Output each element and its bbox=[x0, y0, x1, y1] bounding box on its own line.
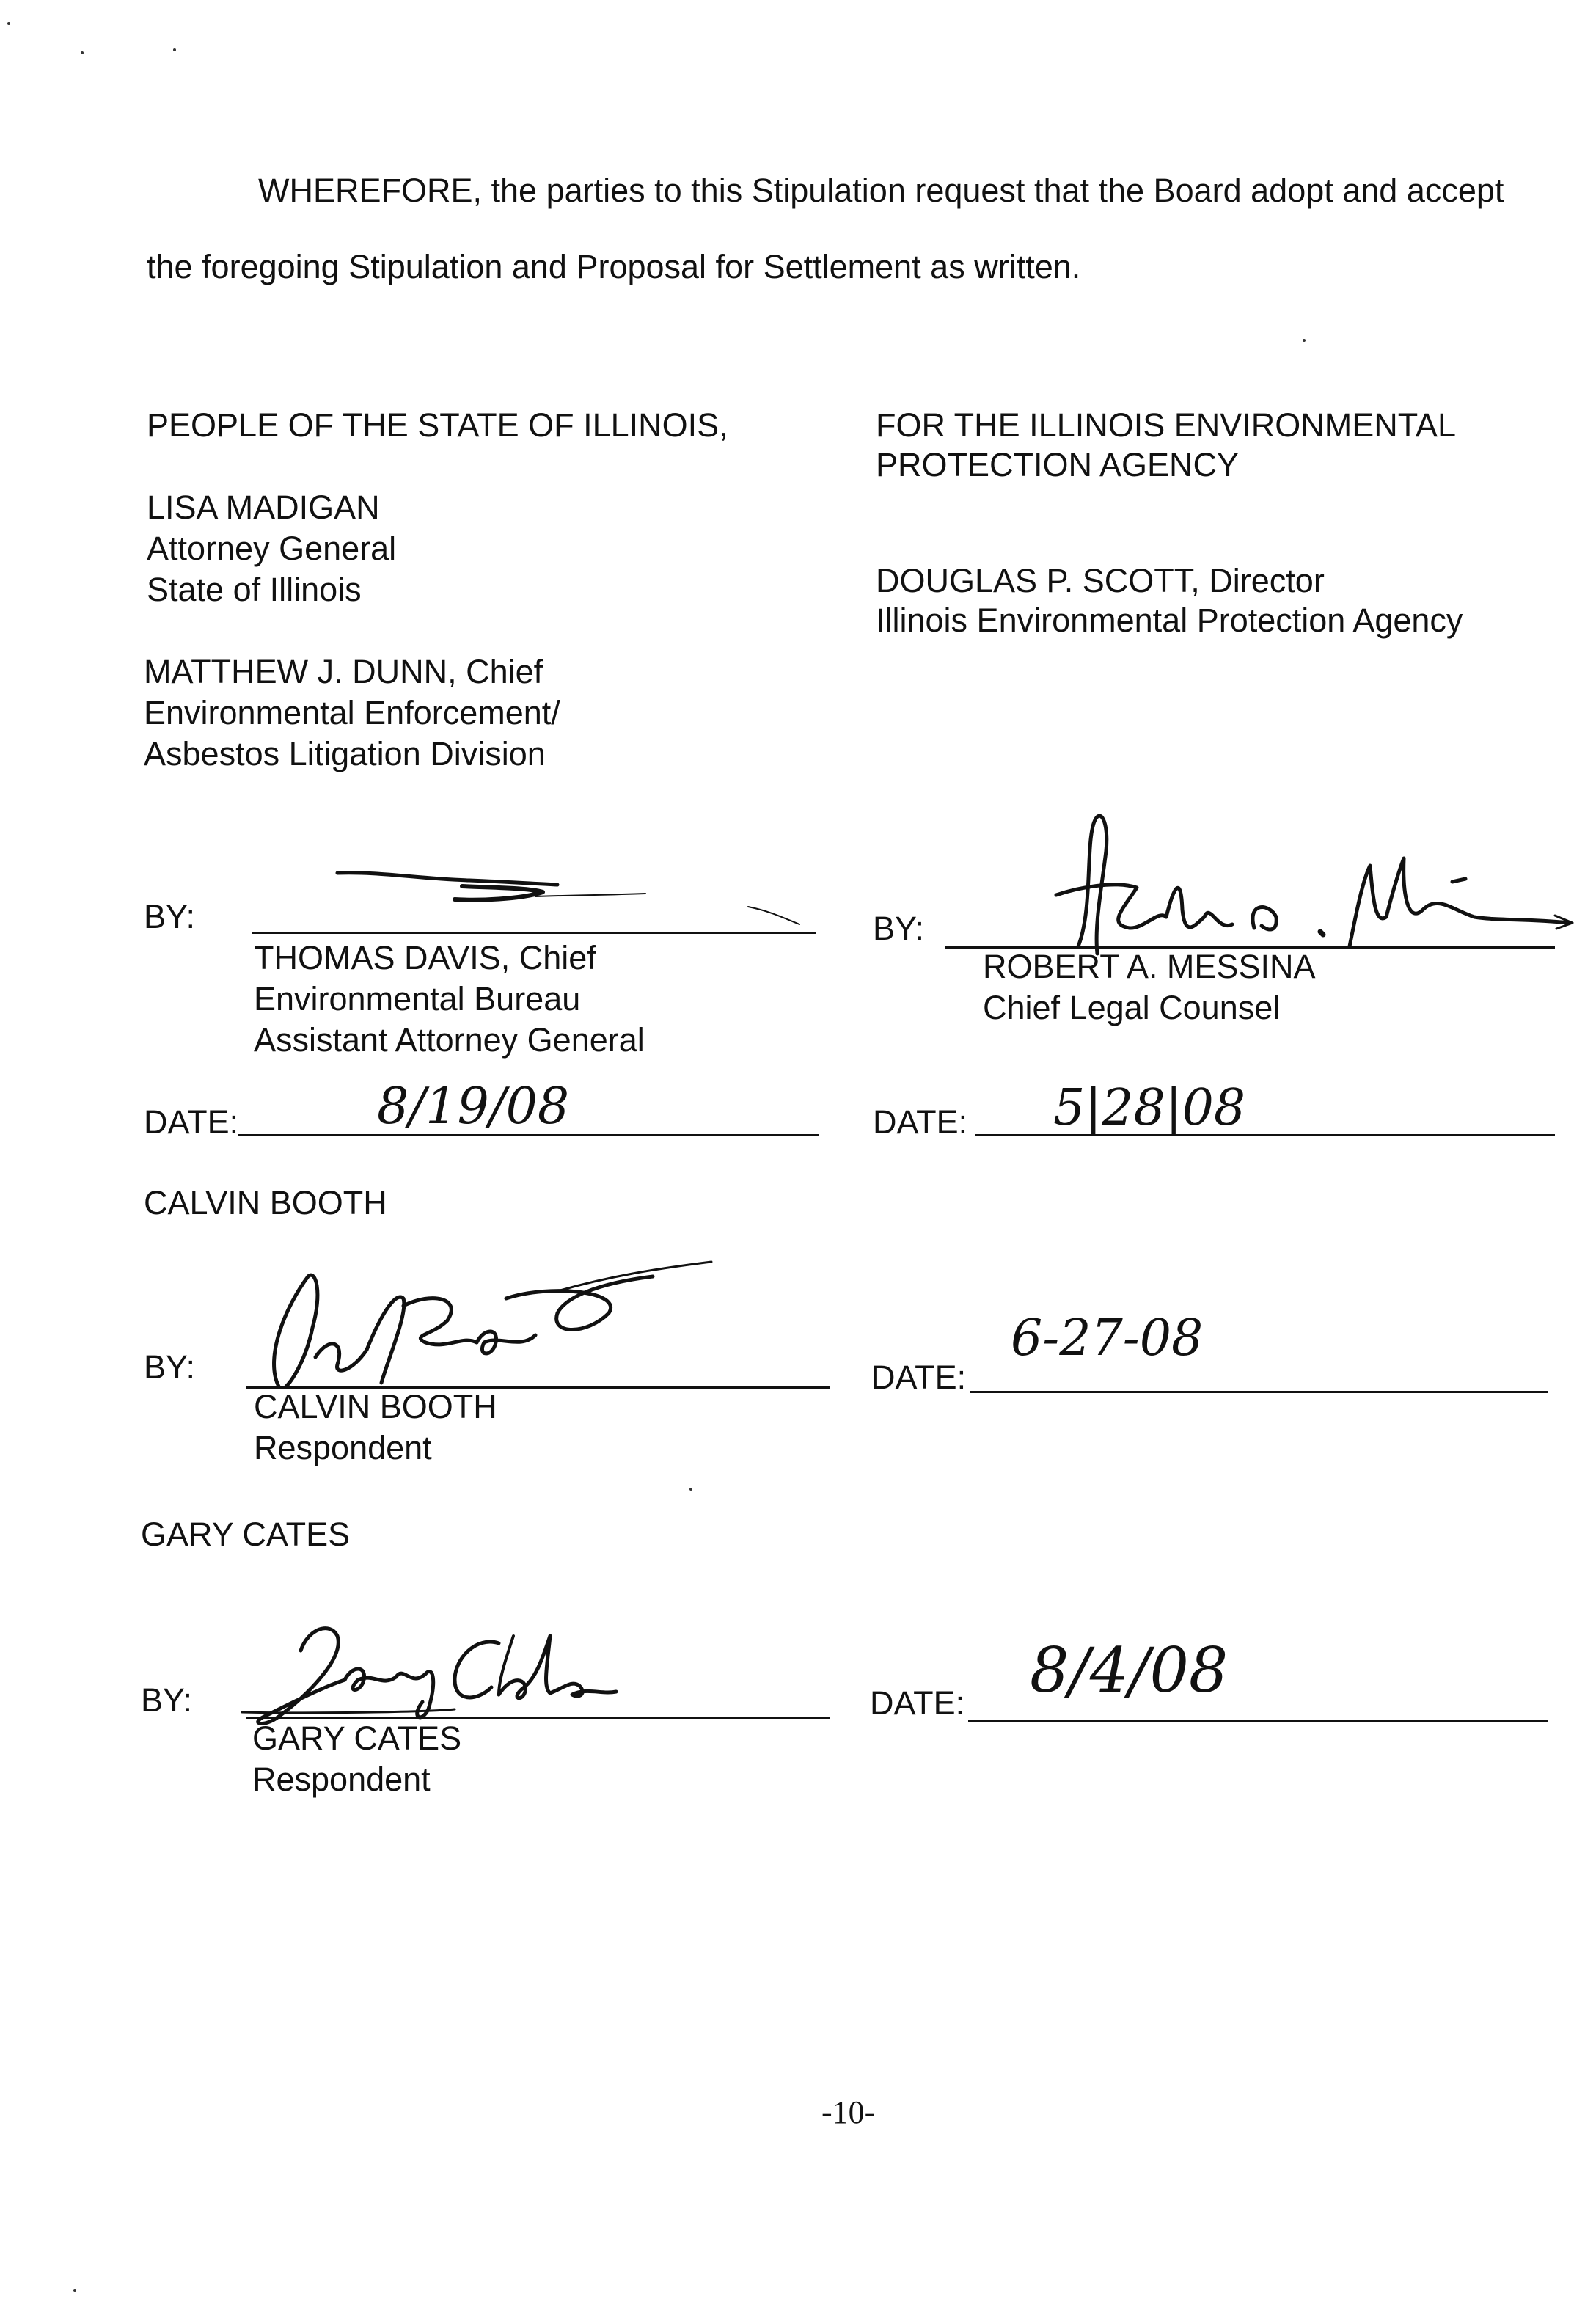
chief-line-2: Environmental Enforcement/ bbox=[144, 694, 560, 731]
scan-speck bbox=[689, 1488, 692, 1491]
chief-name: MATTHEW J. DUNN, Chief bbox=[144, 653, 543, 690]
left-date-line bbox=[238, 1134, 819, 1136]
respondent1-heading: CALVIN BOOTH bbox=[144, 1184, 387, 1221]
ag-name: LISA MADIGAN bbox=[147, 489, 380, 526]
scan-speck bbox=[7, 22, 10, 25]
respondent2-name: GARY CATES bbox=[252, 1720, 462, 1757]
right-by-label: BY: bbox=[873, 910, 925, 947]
ag-state: State of Illinois bbox=[147, 571, 362, 608]
respondent2-heading: GARY CATES bbox=[141, 1516, 351, 1553]
respondent2-role: Respondent bbox=[252, 1761, 431, 1798]
chief-line-3: Asbestos Litigation Division bbox=[144, 735, 546, 772]
scan-speck bbox=[1303, 339, 1306, 342]
respondent2-date-line bbox=[968, 1720, 1548, 1722]
calvin-booth-signature bbox=[242, 1247, 726, 1401]
gary-cates-signature bbox=[235, 1607, 645, 1731]
right-date-label: DATE: bbox=[873, 1103, 968, 1141]
respondent2-by-label: BY: bbox=[141, 1681, 193, 1719]
intro-line-2: the foregoing Stipulation and Proposal for Settlement as written. bbox=[147, 248, 1081, 285]
intro-line-1: WHEREFORE, the parties to this Stipulation request that the Board adopt and accept bbox=[258, 172, 1504, 209]
respondent1-date-line bbox=[970, 1391, 1548, 1393]
left-date-label: DATE: bbox=[144, 1103, 239, 1141]
director-name: DOUGLAS P. SCOTT, Director bbox=[876, 562, 1325, 599]
page-number: -10- bbox=[821, 2094, 876, 2130]
respondent1-date-value: 6-27-08 bbox=[1011, 1309, 1204, 1367]
right-signer-name: ROBERT A. MESSINA bbox=[983, 948, 1316, 985]
respondent2-date-label: DATE: bbox=[870, 1684, 965, 1722]
respondent2-date-value: 8/4/08 bbox=[1030, 1634, 1229, 1706]
right-signer-title: Chief Legal Counsel bbox=[983, 989, 1281, 1026]
right-party-heading-2: PROTECTION AGENCY bbox=[876, 446, 1240, 483]
scan-speck bbox=[73, 2289, 76, 2292]
respondent1-by-label: BY: bbox=[144, 1348, 196, 1386]
right-party-heading-1: FOR THE ILLINOIS ENVIRONMENTAL bbox=[876, 406, 1456, 444]
left-party-heading: PEOPLE OF THE STATE OF ILLINOIS, bbox=[147, 406, 728, 444]
scan-speck bbox=[81, 51, 84, 54]
respondent1-role: Respondent bbox=[254, 1429, 432, 1466]
thomas-davis-signature bbox=[315, 851, 829, 939]
scan-speck bbox=[173, 48, 176, 51]
left-signer-name: THOMAS DAVIS, Chief bbox=[254, 939, 596, 976]
left-signer-line-3: Assistant Attorney General bbox=[254, 1021, 645, 1059]
ag-title: Attorney General bbox=[147, 530, 397, 567]
respondent1-date-label: DATE: bbox=[871, 1359, 967, 1396]
left-signature-line bbox=[252, 932, 816, 934]
right-date-line bbox=[975, 1134, 1555, 1136]
left-by-label: BY: bbox=[144, 898, 196, 935]
left-date-value: 8/19/08 bbox=[377, 1078, 570, 1136]
agency-name: Illinois Environmental Protection Agency bbox=[876, 602, 1463, 639]
respondent1-name: CALVIN BOOTH bbox=[254, 1388, 497, 1425]
right-date-value: 5|28|08 bbox=[1053, 1079, 1246, 1137]
left-signer-line-2: Environmental Bureau bbox=[254, 980, 581, 1017]
